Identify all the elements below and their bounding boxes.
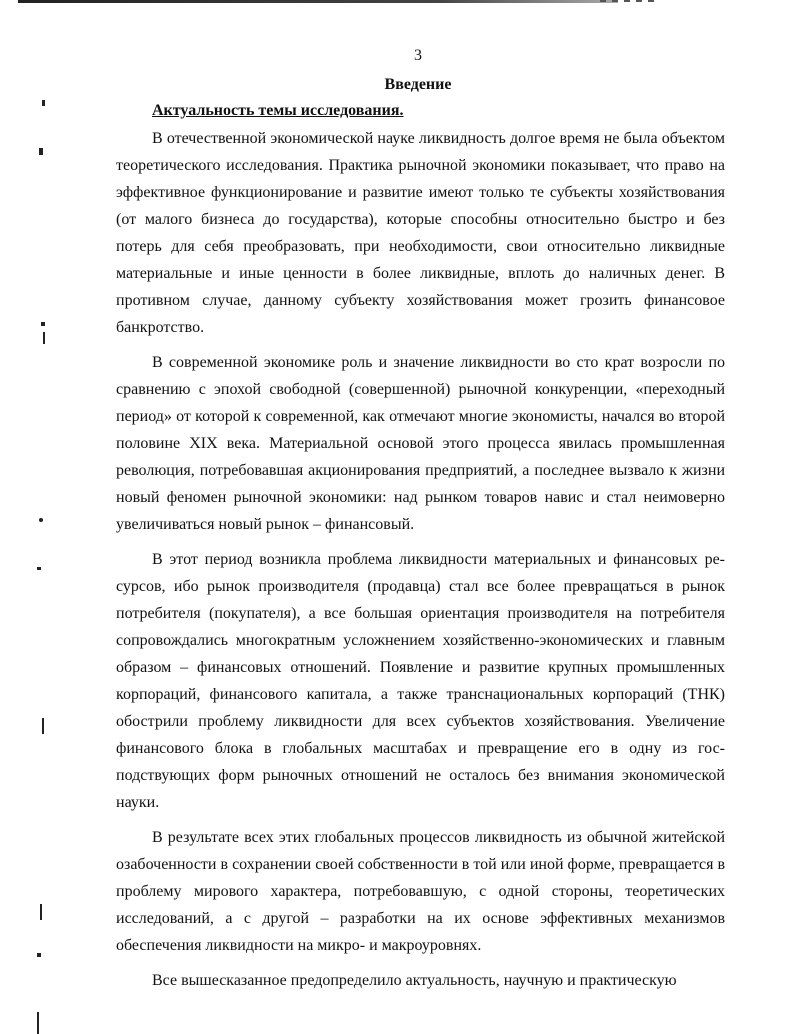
- subheading: Актуальность темы исследования.: [152, 102, 404, 119]
- scan-mark: [39, 518, 43, 522]
- paragraph: В результате всех этих глобальных процессов ликвидность из обычной житейской озабоченности в сохранении своей собственности в той или иной форме, превращается в проблему мирового характера, потребовавшую, с одной стороны, теоретических исследований, а с другой – разработки на их основе эффективных механизмов обеспечения ликвидности на микро- и макроуровнях.: [116, 829, 725, 954]
- scan-top-edge-dashes: [600, 0, 660, 2]
- paragraph: В отечественной экономической науке ликвидность долгое время не была объектом теоретического исследования. Практика рыночной экономики показывает, что право на эффективное функционирование и развитие имеют только те субъекты хозяйствования (от малого бизнеса до государства), которые способны относительно быстро и без потерь для себя преобразовать, при необходимости, свои относительно ликвидные материальные и иные ценности в более ликвидные, вплоть до наличных денег. В противном случае, данному субъекту хозяйствования может грозить финансовое банкротство.: [116, 130, 725, 336]
- paragraph: В этот период возникла проблема ликвидности материальных и финансовых ресурсов, ибо рынок производителя (продавца) стал все более превращаться в рынок потребителя (покупателя), а все большая ориентация производителя на потребителя сопровождались многократным усложнением хозяйственно-экономических и главным образом – финансовых отношений. Появление и развитие крупных промышленных корпораций, финансового капитала, а также транснациональных корпораций (ТНК) обострили проблему ликвидности для всех субъектов хозяйствования. Увеличение финансового блока в глобальных масштабах и превращение его в одну из господствующих форм рыночных отношений не осталось без внимания экономической науки.: [116, 551, 725, 811]
- paragraph: В современной экономике роль и значение ликвидности во сто крат возросли по сравнению с эпохой свободной (совершенной) рыночной конкуренции, «переходный период» от которой к современной, как отмечают многие экономисты, начался во второй половине XIX века. Материальной основой этого процесса явилась промышленная революция, потребовавшая акционирования предприятий, а последнее вызвало к жизни новый феномен рыночной экономики: над рынком товаров навис и стал неимоверно увеличиваться новый рынок – финансовый.: [116, 354, 725, 533]
- scan-mark: [41, 322, 45, 326]
- scan-mark: [37, 953, 41, 957]
- scan-mark: [43, 332, 45, 344]
- section-title: Введение: [384, 76, 452, 93]
- scan-mark: [39, 148, 43, 155]
- scan-mark: [37, 567, 41, 570]
- paragraph: Все вышесказанное предопределило актуальность, научную и практическую: [152, 972, 677, 989]
- scan-mark: [40, 904, 42, 920]
- scan-top-edge: [18, 0, 618, 3]
- scan-mark: [37, 1012, 39, 1034]
- page-number: 3: [414, 47, 422, 64]
- scan-mark: [42, 100, 45, 106]
- scan-mark: [42, 718, 44, 734]
- body-text: [116, 125, 725, 994]
